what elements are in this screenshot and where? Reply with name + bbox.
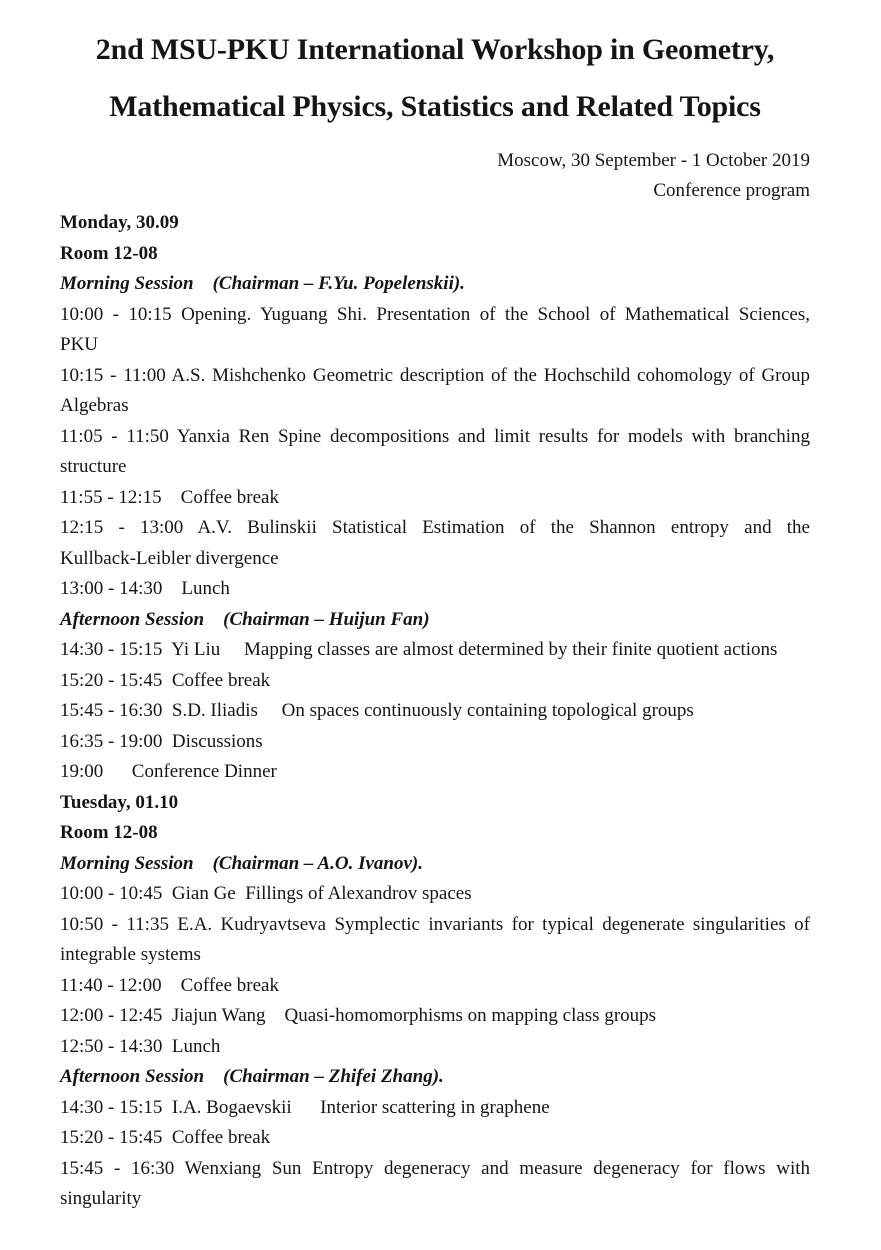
- schedule-entry: 11:05 - 11:50 Yanxia Ren Spine decompositions and limit results for models with branching: [60, 425, 810, 447]
- schedule-entry: 10:15 - 11:00 A.S. Mishchenko Geometric description of the Hochschild cohomology of Group: [60, 364, 810, 386]
- session-header: Morning Session (Chairman – F.Yu. Popelenskii).: [60, 273, 465, 294]
- schedule-entry: 13:00 - 14:30 Lunch: [60, 578, 230, 599]
- schedule-entry: 11:40 - 12:00 Coffee break: [60, 974, 279, 996]
- schedule-entry-continuation: structure: [60, 456, 127, 477]
- session-header: Afternoon Session (Chairman – Huijun Fan): [60, 608, 430, 630]
- session-header: Morning Session (Chairman – A.O. Ivanov).: [60, 852, 424, 874]
- schedule-entry: 10:50 - 11:35 E.A. Kudryavtseva Symplectic invariants for typical degenerate singularities of: [60, 913, 810, 935]
- schedule-entry: 15:20 - 15:45 Coffee break: [60, 1127, 271, 1148]
- schedule-entry: 14:30 - 15:15 Yi Liu Mapping classes are almost determined by their finite quotient actions: [60, 639, 778, 660]
- schedule-entry: 15:45 - 16:30 S.D. Iliadis On spaces continuously containing topological groups: [60, 700, 694, 721]
- document-subtitle: Conference program: [653, 180, 810, 201]
- day-header: Tuesday, 01.10: [60, 791, 179, 813]
- program-schedule: [60, 208, 810, 1215]
- room-label: Room 12-08: [60, 242, 158, 264]
- schedule-entry: 19:00 Conference Dinner: [60, 761, 277, 782]
- schedule-entry: 12:00 - 12:45 Jiajun Wang Quasi-homomorphisms on mapping class groups: [60, 1005, 657, 1026]
- day-header: Monday, 30.09: [60, 212, 179, 233]
- schedule-entry: 12:50 - 14:30 Lunch: [60, 1035, 221, 1057]
- schedule-entry-continuation: Kullback-Leibler divergence: [60, 547, 279, 569]
- schedule-entry: 16:35 - 19:00 Discussions: [60, 730, 263, 752]
- schedule-entry: 15:20 - 15:45 Coffee break: [60, 669, 271, 691]
- schedule-entry: 10:00 - 10:45 Gian Ge Fillings of Alexandrov spaces: [60, 883, 472, 904]
- document-title-line-1: 2nd MSU-PKU International Workshop in Geometry,: [95, 33, 775, 66]
- document-meta: [60, 146, 810, 206]
- schedule-entry: 12:15 - 13:00 A.V. Bulinskii Statistical Estimation of the Shannon entropy and the: [60, 517, 810, 538]
- event-location-dates: Moscow, 30 September - 1 October 2019: [497, 150, 810, 171]
- schedule-entry-continuation: singularity: [60, 1188, 142, 1209]
- schedule-entry-continuation: PKU: [60, 334, 99, 355]
- schedule-entry: 11:55 - 12:15 Coffee break: [60, 486, 279, 508]
- schedule-entry: 10:00 - 10:15 Opening. Yuguang Shi. Presentation of the School of Mathematical Sciences,: [60, 303, 810, 325]
- schedule-entry-continuation: Algebras: [60, 395, 129, 416]
- room-label: Room 12-08: [60, 822, 158, 843]
- schedule-entry: 15:45 - 16:30 Wenxiang Sun Entropy degeneracy and measure degeneracy for flows with: [60, 1157, 810, 1179]
- schedule-entry: 14:30 - 15:15 I.A. Bogaevskii Interior scattering in graphene: [60, 1096, 550, 1118]
- schedule-entry-continuation: integrable systems: [60, 944, 201, 965]
- document-title-line-2: Mathematical Physics, Statistics and Related Topics: [109, 90, 761, 123]
- session-header: Afternoon Session (Chairman – Zhifei Zhang).: [60, 1066, 444, 1087]
